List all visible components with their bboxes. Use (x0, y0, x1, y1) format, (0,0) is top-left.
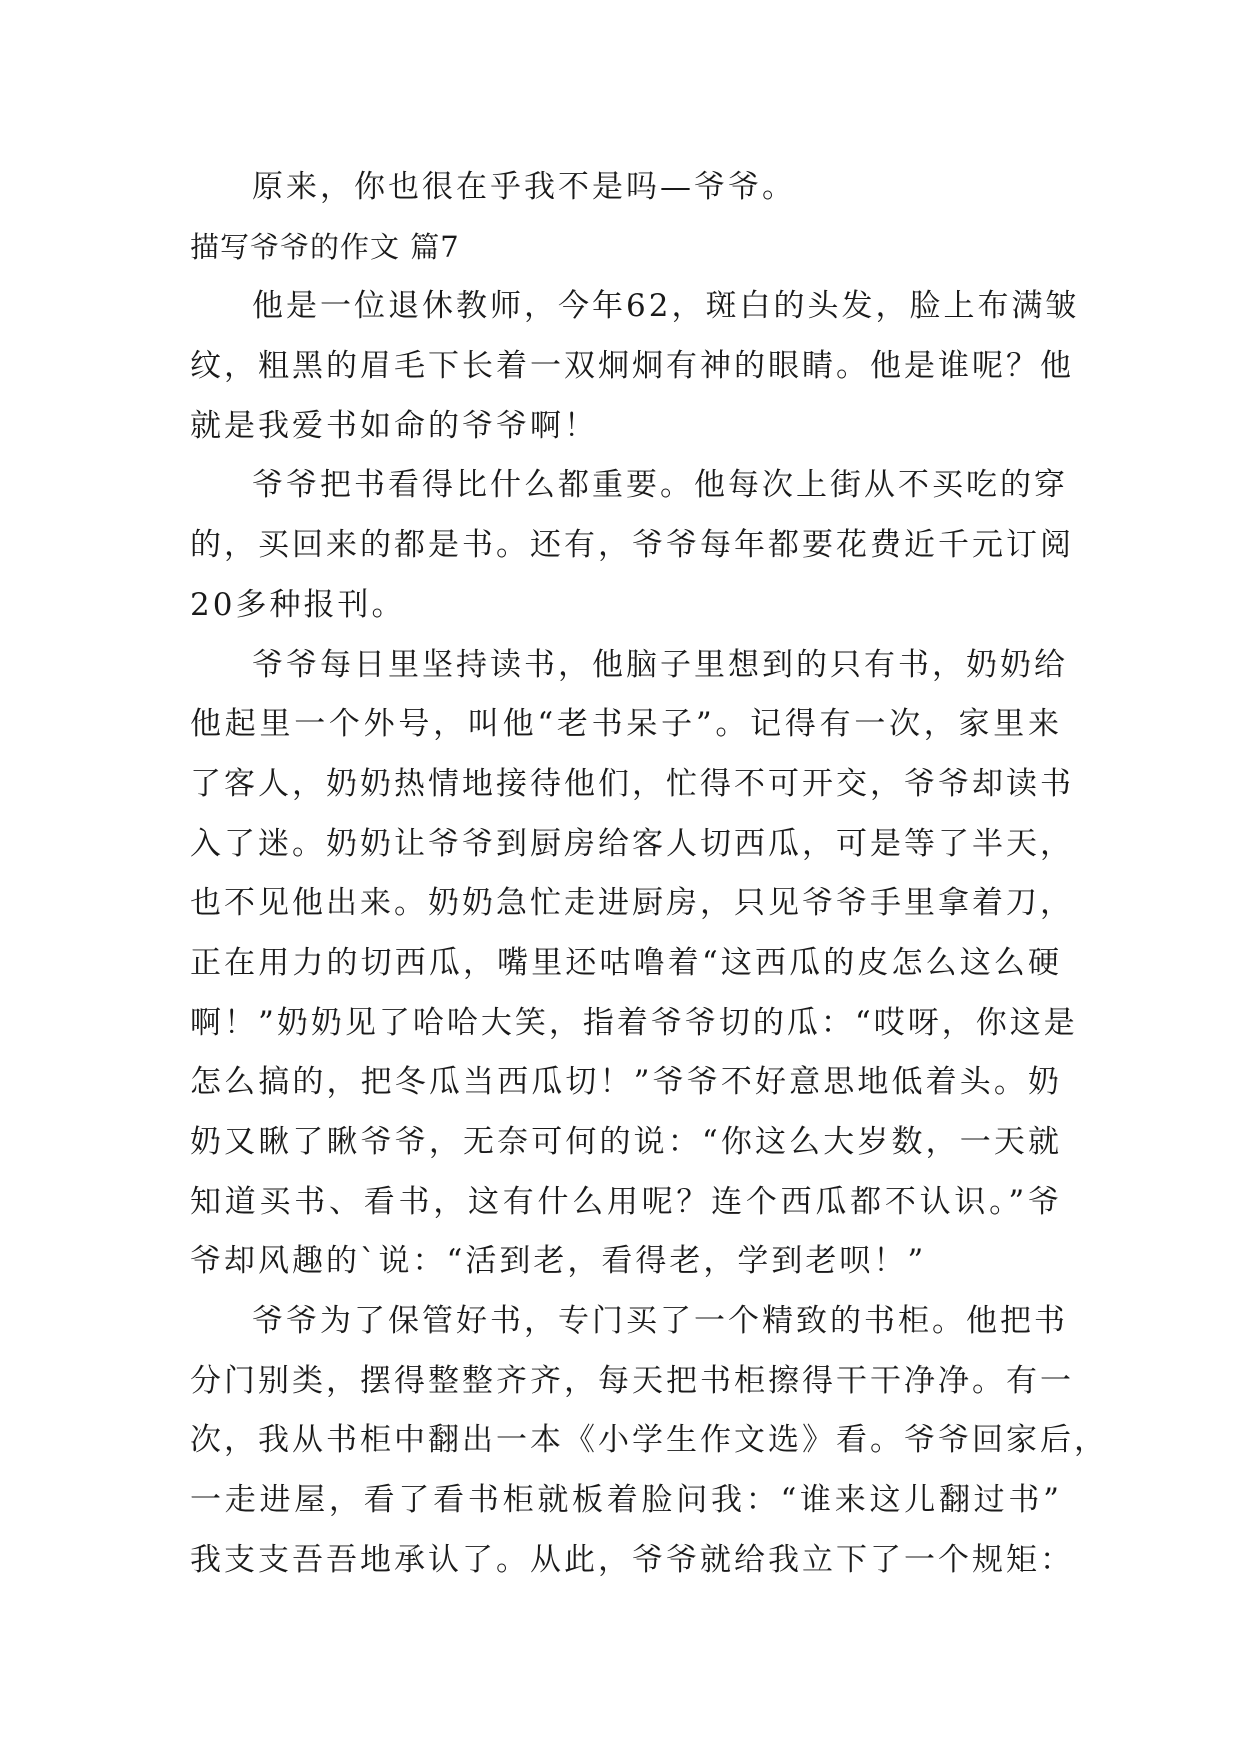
text-line: 他起里一个外号，叫他“老书呆子”。记得有一次，家里来 (190, 706, 1062, 743)
text-line: 爷却风趣的`说：“活到老，看得老，学到老呗！” (190, 1243, 927, 1280)
text-line: 20多种报刊。 (190, 586, 406, 623)
text-line: 一走进屋，看了看书柜就板着脸问我：“谁来这儿翻过书” (190, 1482, 1062, 1519)
text-line: 爷爷每日里坚持读书，他脑子里想到的只有书，奶奶给 (252, 646, 1068, 683)
paragraph-closing (190, 158, 1062, 218)
section-heading (190, 218, 1062, 278)
text-line: 爷爷为了保管好书，专门买了一个精致的书柜。他把书 (252, 1303, 1068, 1340)
heading-text: 描写爷爷的作文 篇7 (190, 229, 460, 264)
text-line: 就是我爱书如命的爷爷啊！ (190, 407, 598, 444)
text-line: 我支支吾吾地承认了。从此，爷爷就给我立下了一个规矩： (190, 1541, 1074, 1578)
text-line: 爷爷把书看得比什么都重要。他每次上街从不买吃的穿 (252, 467, 1068, 504)
text-line: 入了迷。奶奶让爷爷到厨房给客人切西瓜，可是等了半天， (190, 825, 1074, 862)
text-line: 了客人，奶奶热情地接待他们，忙得不可开交，爷爷却读书 (190, 765, 1074, 802)
text-line: 原来，你也很在乎我不是吗—爷爷。 (252, 169, 796, 205)
text-line: 的，买回来的都是书。还有，爷爷每年都要花费近千元订阅 (190, 527, 1074, 564)
text-line: 怎么搞的，把冬瓜当西瓜切！”爷爷不好意思地低着头。奶 (190, 1064, 1062, 1101)
text-line: 他是一位退休教师，今年62，斑白的头发，脸上布满皱 (252, 288, 1080, 325)
text-line: 纹，粗黑的眉毛下长着一双炯炯有神的眼睛。他是谁呢？他 (190, 348, 1074, 385)
paragraph-bookcase (190, 1292, 1108, 1590)
text-line: 啊！”奶奶见了哈哈大笑，指着爷爷切的瓜：“哎呀，你这是 (190, 1004, 1078, 1041)
text-line: 正在用力的切西瓜，嘴里还咕噜着“这西瓜的皮怎么这么硬 (190, 944, 1062, 981)
text-line: 奶又瞅了瞅爷爷，无奈可何的说：“你这么大岁数，一天就 (190, 1124, 1062, 1160)
text-line: 也不见他出来。奶奶急忙走进厨房，只见爷爷手里拿着刀， (190, 885, 1074, 922)
paragraph-books-important (190, 456, 1074, 635)
text-line: 知道买书、看书，这有什么用呢？连个西瓜都不认识。”爷 (190, 1183, 1062, 1220)
paragraph-watermelon-story (190, 636, 1078, 1293)
text-line: 次，我从书柜中翻出一本《小学生作文选》看。爷爷回家后， (190, 1422, 1108, 1459)
paragraph-intro (190, 277, 1080, 456)
document-page (190, 158, 1108, 1591)
text-line: 分门别类，摆得整整齐齐，每天把书柜擦得干干净净。有一 (190, 1362, 1074, 1399)
